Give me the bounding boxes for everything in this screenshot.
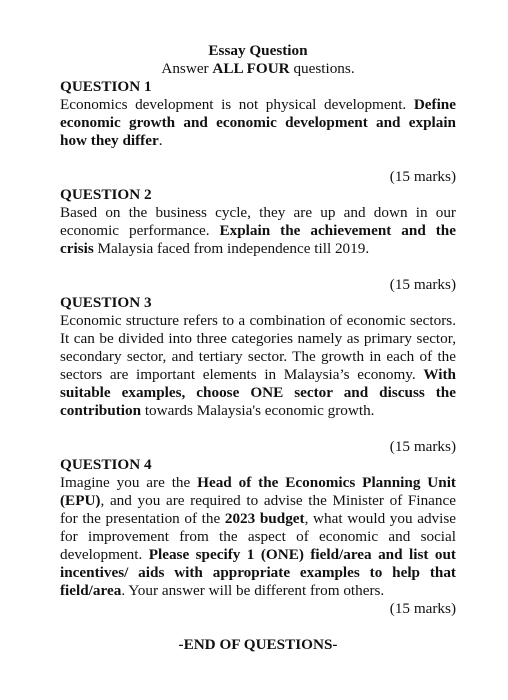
question-4-part: Please specify 1 (ONE) field/area and list out incentives/ aids with appropriate examples to help that field/area [60,546,456,599]
question-4-part: , what would you advise for improvement from the aspect of economic and social development. [60,510,457,563]
question-1-marks: (15 marks) [389,168,456,185]
page-title: Essay Question [208,42,308,59]
question-2-part: Malaysia faced from independence till 2019. [93,240,370,257]
question-3-part: Economic structure refers to a combination of economic sectors. It can be divided into three categories namely as primary sector, secondary sector, and tertiary sector. The growth in each of the sectors are important elements in Malaysia’s economy. [60,312,456,383]
question-1-heading: QUESTION 1 [60,78,152,95]
question-4-part: Head of the Economics Planning Unit (EPU) [60,474,456,509]
question-1-part: Economics development is not physical development. [60,96,414,113]
instruction-line [60,60,456,78]
question-4-part: 2023 budget [224,510,305,527]
question-4-part: Imagine you are the [60,474,198,491]
exam-page [60,42,456,654]
question-1-text [60,96,456,150]
question-4-marks: (15 marks) [389,600,456,617]
question-3-marks: (15 marks) [389,438,456,455]
question-4-text [60,474,456,600]
question-3-part: towards Malaysia's economic growth. [141,402,375,419]
question-3-heading: QUESTION 3 [60,294,152,311]
question-1-part: . [158,132,163,149]
end-of-questions: -END OF QUESTIONS- [178,636,338,653]
instruction-emphasis: ALL FOUR [212,60,290,77]
question-3-text [60,312,456,420]
question-2-heading: QUESTION 2 [60,186,152,203]
question-2-part: Based on the business cycle, they are up and down in our economic performance. [60,204,456,239]
question-2-marks: (15 marks) [389,276,456,293]
question-2-text [60,204,456,258]
question-4-part: , and you are required to advise the Minister of Finance for the presentation of the [60,492,456,527]
question-1-part: Define economic growth and economic development and explain how they differ [60,96,456,149]
question-2-part: Explain the achievement and the crisis [60,222,456,257]
instruction-suffix: questions. [289,60,355,77]
question-4-part: . Your answer will be different from others. [121,582,385,599]
question-3-part: With suitable examples, choose ONE sector and discuss the contribution [60,366,456,419]
instruction-prefix: Answer [161,60,213,77]
question-4-heading: QUESTION 4 [60,456,152,473]
